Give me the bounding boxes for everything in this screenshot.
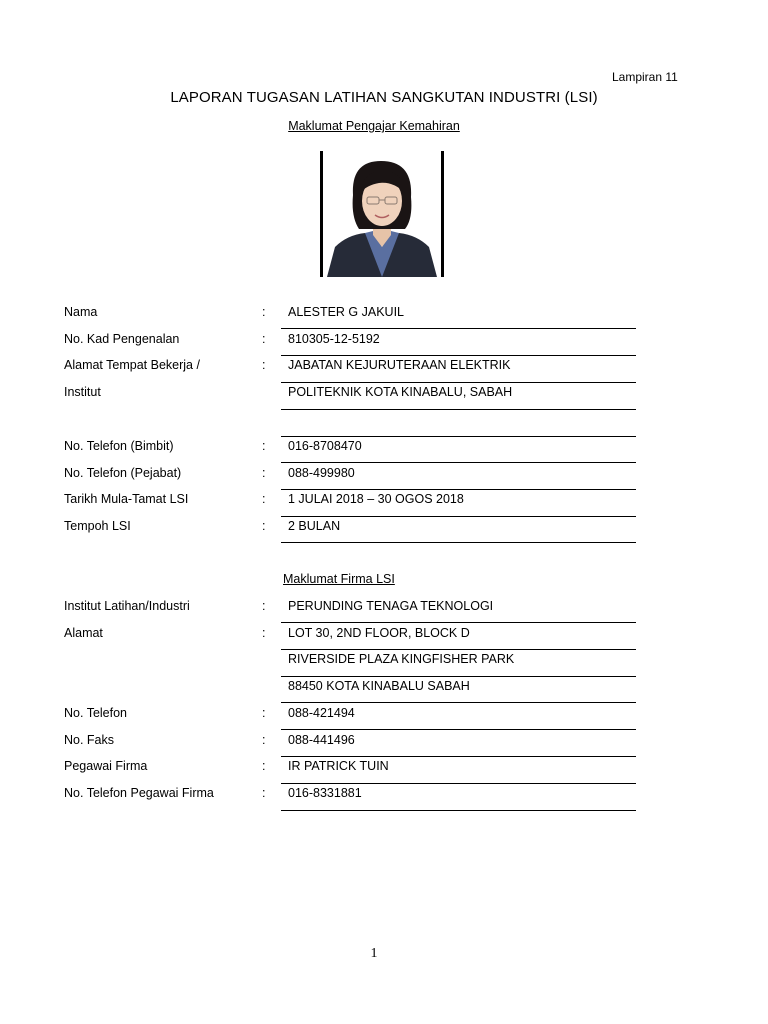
value-telefon-pejabat: 088-499980 [288, 466, 355, 480]
section-title-pengajar: Maklumat Pengajar Kemahiran [288, 119, 460, 133]
value-pegawai-firma: IR PATRICK TUIN [288, 759, 389, 773]
underline [281, 355, 636, 356]
value-alamat-2: POLITEKNIK KOTA KINABALU, SABAH [288, 385, 513, 399]
label-telefon-pegawai-firma: No. Telefon Pegawai Firma [64, 786, 214, 800]
label-tempoh: Tempoh LSI [64, 519, 131, 533]
colon: : [262, 439, 266, 453]
value-telefon-firma: 088-421494 [288, 706, 355, 720]
value-alamat-1: JABATAN KEJURUTERAAN ELEKTRIK [288, 358, 511, 372]
label-kad-pengenalan: No. Kad Pengenalan [64, 332, 180, 346]
label-telefon-firma: No. Telefon [64, 706, 128, 720]
value-tarikh-mula-tamat: 1 JULAI 2018 – 30 OGOS 2018 [288, 492, 464, 506]
colon: : [262, 466, 266, 480]
colon: : [262, 305, 266, 319]
value-alamat-firma-1: LOT 30, 2ND FLOOR, BLOCK D [288, 626, 470, 640]
label-nama: Nama [64, 305, 98, 319]
label-institut: Institut [64, 385, 101, 399]
lampiran-label: Lampiran 11 [612, 70, 678, 84]
underline [281, 702, 636, 703]
colon: : [262, 358, 266, 372]
underline [281, 810, 636, 811]
value-kad-pengenalan: 810305-12-5192 [288, 332, 380, 346]
label-telefon-pejabat: No. Telefon (Pejabat) [64, 466, 182, 480]
colon: : [262, 733, 266, 747]
colon: : [262, 706, 266, 720]
label-pegawai-firma: Pegawai Firma [64, 759, 148, 773]
instructor-photo [320, 151, 444, 277]
underline [281, 382, 636, 383]
page-title: LAPORAN TUGASAN LATIHAN SANGKUTAN INDUSTRI (LSI) [170, 89, 598, 106]
underline [281, 328, 636, 329]
colon: : [262, 599, 266, 613]
label-institut-latihan: Institut Latihan/Industri [64, 599, 190, 613]
colon: : [262, 626, 266, 640]
value-telefon-bimbit: 016-8708470 [288, 439, 362, 453]
section-title-firma: Maklumat Firma LSI [283, 572, 395, 586]
underline [281, 649, 636, 650]
label-tarikh-mula-tamat: Tarikh Mula-Tamat LSI [64, 492, 189, 506]
underline [281, 729, 636, 730]
colon: : [262, 759, 266, 773]
value-institut-latihan: PERUNDING TENAGA TEKNOLOGI [288, 599, 494, 613]
label-alamat-tempat-bekerja: Alamat Tempat Bekerja / [64, 358, 200, 372]
underline [281, 542, 636, 543]
value-faks: 088-441496 [288, 733, 355, 747]
value-tempoh: 2 BULAN [288, 519, 341, 533]
value-telefon-pegawai-firma: 016-8331881 [288, 786, 362, 800]
underline [281, 676, 636, 677]
label-telefon-bimbit: No. Telefon (Bimbit) [64, 439, 174, 453]
colon: : [262, 786, 266, 800]
underline [281, 783, 636, 784]
colon: : [262, 492, 266, 506]
page-number: 1 [370, 946, 378, 961]
underline [281, 462, 636, 463]
colon: : [262, 332, 266, 346]
underline [281, 622, 636, 623]
label-alamat-firma: Alamat [64, 626, 103, 640]
underline [281, 436, 636, 437]
value-alamat-firma-3: 88450 KOTA KINABALU SABAH [288, 679, 470, 693]
underline [281, 756, 636, 757]
label-faks: No. Faks [64, 733, 115, 747]
portrait-image [323, 151, 441, 277]
underline [281, 409, 636, 410]
value-alamat-firma-2: RIVERSIDE PLAZA KINGFISHER PARK [288, 652, 515, 666]
underline [281, 516, 636, 517]
underline [281, 489, 636, 490]
colon: : [262, 519, 266, 533]
value-nama: ALESTER G JAKUIL [288, 305, 405, 319]
